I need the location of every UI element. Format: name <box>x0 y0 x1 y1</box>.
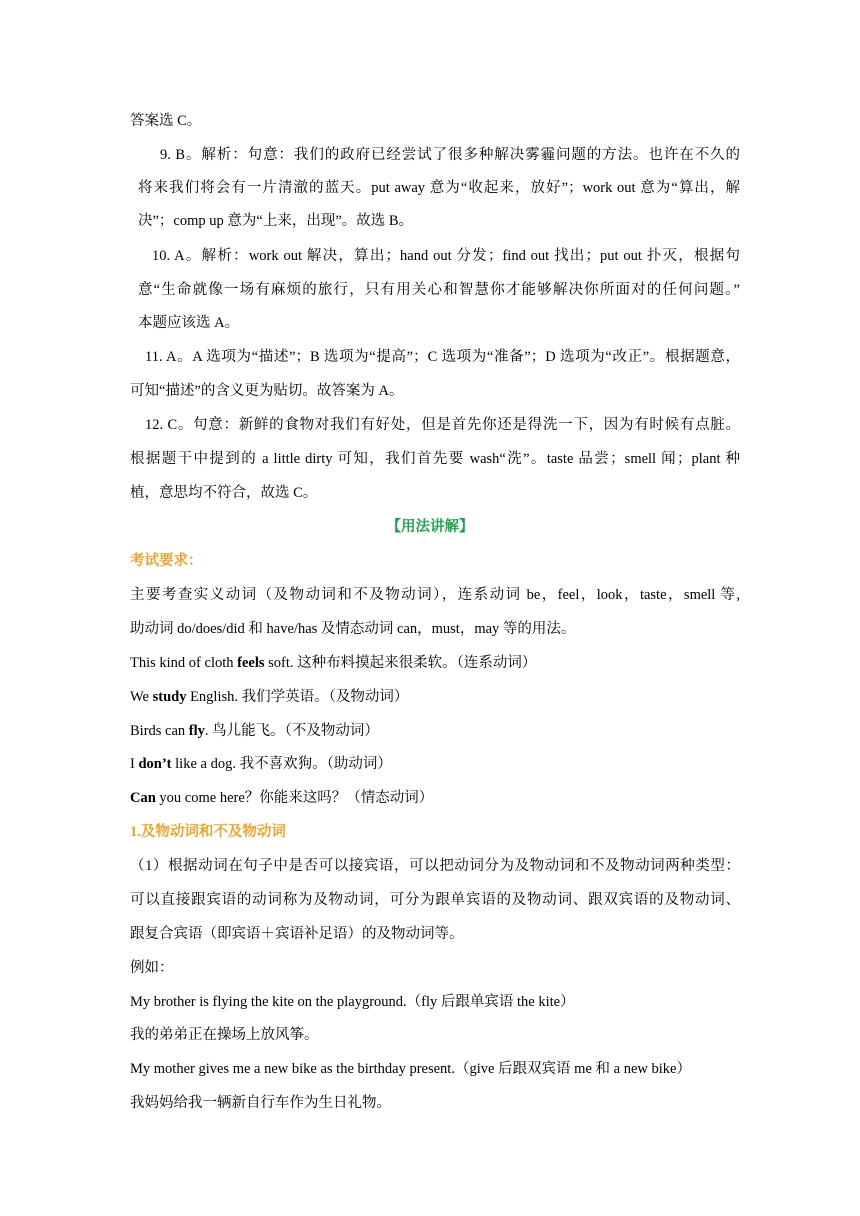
example-text: English. 我们学英语。（及物动词） <box>186 689 409 705</box>
example-keyword: feels <box>237 655 265 671</box>
example-keyword: fly <box>188 723 205 739</box>
example-transitive-verb <box>130 687 740 707</box>
example-keyword: Can <box>130 790 156 806</box>
answer-10-line-3: 本题应该选 A。 <box>138 315 240 331</box>
subsection-title: 1.及物动词和不及物动词 <box>130 824 286 840</box>
example-line-1: My brother is flying the kite on the playground.（fly 后跟单宾语 the kite） <box>130 994 575 1010</box>
answer-11-line-2: 可知“描述”的含义更为贴切。故答案为 A。 <box>130 383 404 399</box>
answer-9-line-2: 将来我们将会有一片清澈的蓝天。put away 意为“收起来，放好”；work out 意为“算出，解 <box>138 180 740 196</box>
answer-8-tail: 答案选 C。 <box>130 113 202 129</box>
example-text: Birds can <box>130 723 189 739</box>
example-text: We <box>130 689 153 705</box>
example-keyword: don’t <box>138 756 172 772</box>
exam-requirements-line-2: 助动词 do/does/did 和 have/has 及情态动词 can，must，may 等的用法。 <box>130 621 576 637</box>
example-text: like a dog. 我不喜欢狗。（助动词） <box>171 756 392 772</box>
answer-9-line-1: 9. B。解析：句意：我们的政府已经尝试了很多种解决雾霾问题的方法。也许在不久的 <box>160 147 740 163</box>
example-text: you come here？你能来这吗？（情态动词） <box>155 790 434 806</box>
answer-12-line-2: 根据题干中提到的 a little dirty 可知，我们首先要 wash“洗”。taste 品尝；smell 闻；plant 种 <box>130 451 740 467</box>
example-text: soft. 这种布料摸起来很柔软。（连系动词） <box>264 655 537 671</box>
example-modal-verb <box>130 788 740 808</box>
answer-9-line-3: 决”；comp up 意为“上来，出现”。故选 B。 <box>138 213 414 229</box>
example-auxiliary-verb <box>130 754 740 774</box>
example-line-4: 我妈妈给我一辆新自行车作为生日礼物。 <box>130 1095 391 1111</box>
example-line-3: My mother gives me a new bike as the birthday present.（give 后跟双宾语 me 和 a new bike） <box>130 1061 691 1077</box>
answer-12-line-1: 12. C。句意：新鲜的食物对我们有好处，但是首先你还是得洗一下，因为有时候有点脏。 <box>145 417 740 433</box>
exam-requirements-label: 考试要求： <box>130 553 203 569</box>
answer-12-line-3: 植，意思均不符合，故选 C。 <box>130 485 318 501</box>
exam-requirements-line-1: 主要考查实义动词（及物动词和不及物动词），连系动词 be，feel，look，taste，smell 等, <box>130 587 740 603</box>
example-keyword: study <box>152 689 187 705</box>
answer-11-line-1: 11. A。A 选项为“描述”；B 选项为“提高”；C 选项为“准备”；D 选项为“改正”。根据题意， <box>145 349 740 365</box>
answer-10-line-1: 10. A。解析：work out 解决，算出；hand out 分发；find out 找出；put out 扑灭，根据句 <box>152 248 740 264</box>
subsection-body-line-2: 可以直接跟宾语的动词称为及物动词，可分为跟单宾语的及物动词、跟双宾语的及物动词、 <box>130 892 740 908</box>
example-label: 例如： <box>130 960 174 976</box>
answer-10-line-2: 意“生命就像一场有麻烦的旅行，只有用关心和智慧你才能够解决你所面对的任何问题。” <box>138 282 740 298</box>
example-linking-verb <box>130 653 740 673</box>
section-title: 【用法讲解】 <box>386 519 474 535</box>
example-intransitive-verb <box>130 721 740 741</box>
example-text: I <box>130 756 139 772</box>
example-text: This kind of cloth <box>130 655 238 671</box>
subsection-body-line-3: 跟复合宾语（即宾语＋宾语补足语）的及物动词等。 <box>130 926 464 942</box>
subsection-body-line-1: （1）根据动词在句子中是否可以接宾语，可以把动词分为及物动词和不及物动词两种类型： <box>130 858 740 874</box>
example-line-2: 我的弟弟正在操场上放风筝。 <box>130 1027 319 1043</box>
example-text: . 鸟儿能飞。（不及物动词） <box>204 723 379 739</box>
